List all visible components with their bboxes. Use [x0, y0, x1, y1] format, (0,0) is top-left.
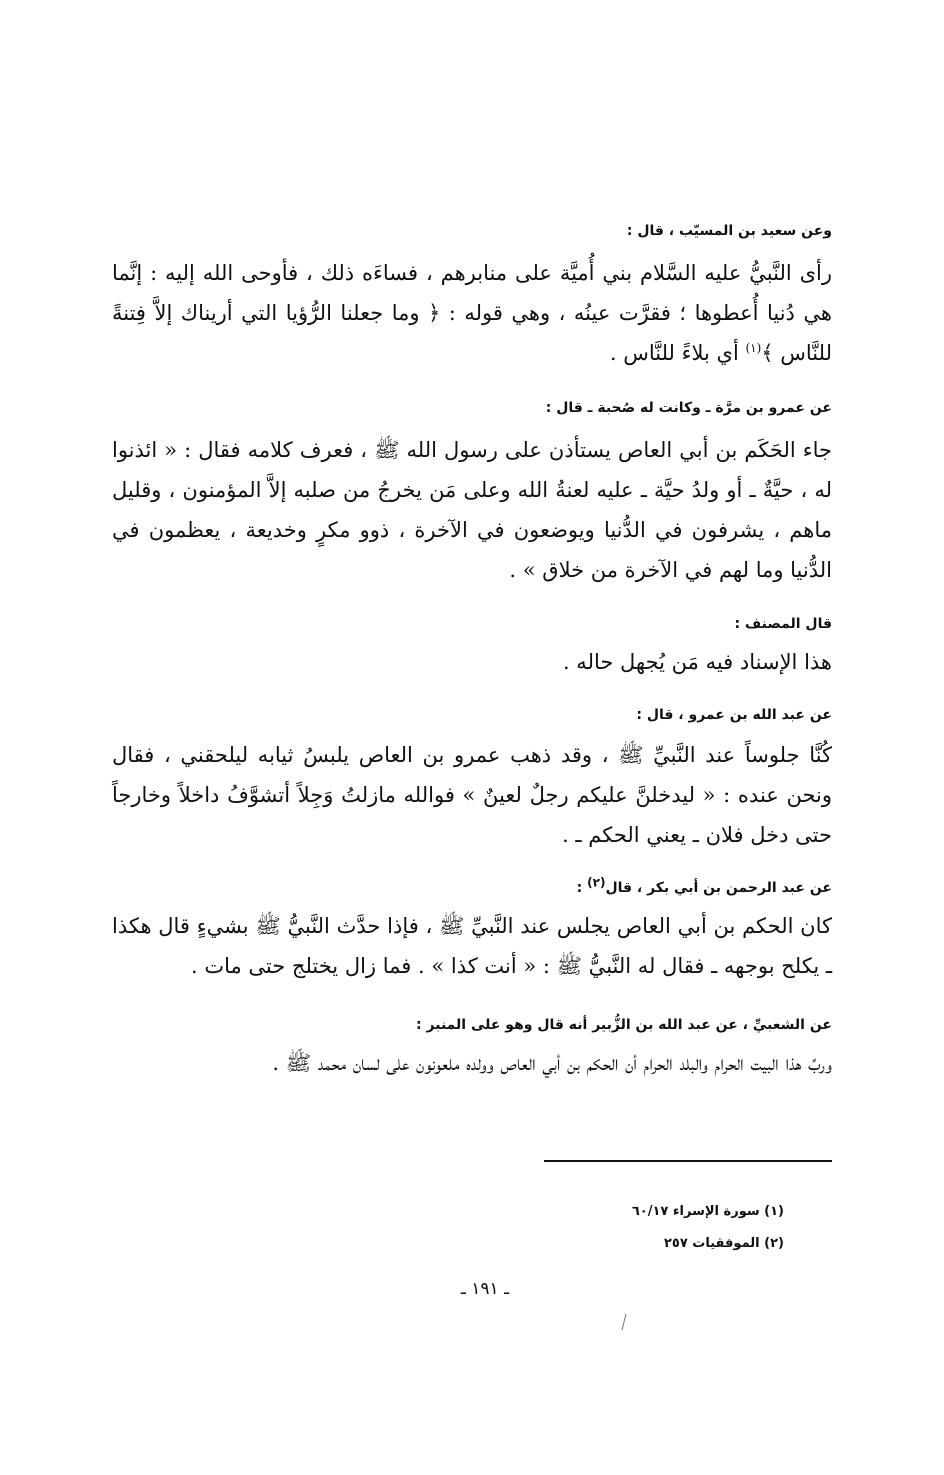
footnote-divider: [544, 1160, 832, 1162]
section-5-text: كان الحكم بن أبي العاص يجلس عند النَّبيِّ ﷺ ، فإذا حدَّث النَّبيُّ ﷺ بشيءٍ قال هكذا ـ يكلح بوجهه ـ فقال له النَّبيُّ ﷺ : « أنت كذا » . فما زال يختلج حتى مات .: [112, 914, 832, 978]
section-2: [112, 398, 832, 590]
section-5-intro-end: :: [576, 880, 588, 896]
section-4-intro: عن عبد الله بن عمرو ، قال :: [636, 707, 832, 723]
footnote-ref-2: (٢): [587, 875, 606, 890]
section-1-text-main: رأى النَّبيُّ عليه السَّلام بني أُميَّة على منابرهم ، فساءَه ذلك ، فأوحى الله إليه : إنَّما هي دُنيا أُعطوها ؛ فقرَّت عينُه ، وهي قوله : ﴿ وما جعلنا الرُّؤيا التي أريناك إلاَّ فِتنةً للنَّاس ﴾: [112, 261, 832, 365]
section-6: [112, 1015, 832, 1083]
footnote-2: (٢) الموفقيات ٢٥٧: [663, 1236, 784, 1251]
section-3-text: هذا الإسناد فيه مَن يُجهل حاله .: [562, 650, 832, 674]
footnote-1: (١) سورة الإسراء ٦٠/١٧: [631, 1204, 784, 1219]
section-5: [112, 875, 832, 986]
section-6-text: وربِّ هذا البيت الحرام والبلد الحرام أن الحكم بن أبي العاص وولده ملعونون على لسان محمد ﷺ .: [272, 1051, 832, 1075]
section-1: [112, 221, 832, 373]
section-2-text: جاء الحَكَم بن أبي العاص يستأذن على رسول الله ﷺ ، فعرف كلامه فقال : « ائذنوا له ، حيَّةٌ ـ أو ولدُ حيَّة ـ عليه لعنةُ الله وعلى مَن يخرجُ من صلبه إلاَّ المؤمنون ، وقليل ماهم ، يشرفون في الدُّنيا ويوضعون في الآخرة ، ذوو مكرٍ وخديعة ، يعظمون في الدُّنيا وما لهم في الآخرة من خلاق » .: [112, 438, 832, 582]
section-5-intro-main: عن عبد الرحمن بن أبي بكر ، قال: [605, 880, 832, 896]
scan-mark-icon: [619, 1312, 629, 1332]
section-1-text: [112, 253, 832, 373]
section-4: [112, 705, 832, 855]
section-6-intro: عن الشعبيِّ ، عن عبد الله بن الزُّبير أنه قال وهو على المنبر :: [416, 1017, 832, 1033]
section-3: [112, 614, 832, 682]
section-2-intro: عن عمرو بن مرَّة ـ وكانت له صُحبة ـ قال :: [545, 400, 832, 416]
section-3-intro: قال المصنف :: [734, 616, 832, 632]
section-4-text: كُنَّا جلوساً عند النَّبيِّ ﷺ ، وقد ذهب عمرو بن العاص يلبسُ ثيابه ليلحقني ، فقال ونحن عنده : « ليدخلنَّ عليكم رجلٌ لعينٌ » فوالله مازلتُ وَجِلاً أتشوَّفُ داخلاً وخارجاً حتى دخل فلان ـ يعني الحكم ـ .: [112, 743, 832, 847]
footnote-ref-1: (١): [745, 341, 762, 355]
page-number: ـ ١٩١ ـ: [460, 1279, 510, 1299]
section-1-text-end: أي بلاءً للنَّاس .: [609, 341, 746, 365]
section-5-intro: [112, 875, 832, 898]
section-1-intro: وعن سعيد بن المسيّب ، قال :: [626, 223, 832, 239]
